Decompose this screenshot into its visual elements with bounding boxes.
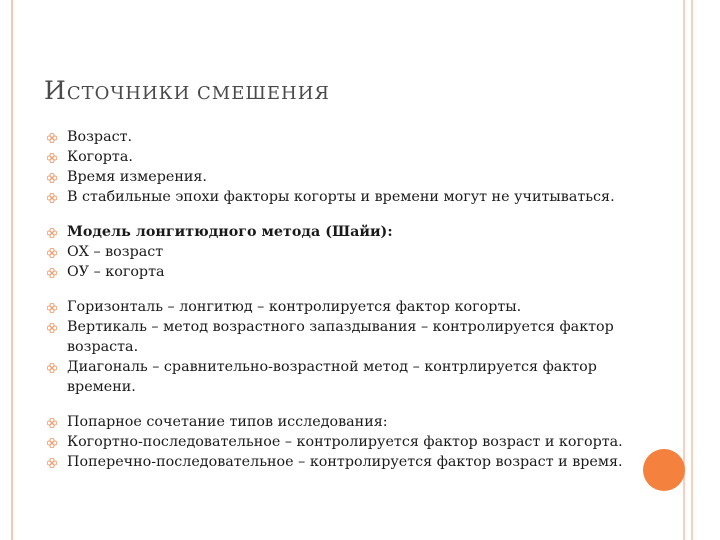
slide-content xyxy=(47,127,647,487)
right-decorative-panel xyxy=(683,0,720,540)
bullet-group-directions xyxy=(47,297,647,397)
bullet-group-sequential xyxy=(47,412,647,472)
list-item: Попарное сочетание типов исследования: xyxy=(47,412,647,432)
list-item: ОУ – когорта xyxy=(47,262,647,282)
slide-title xyxy=(44,76,644,110)
flower-bullet-icon xyxy=(47,268,57,278)
title-rest: СТОЧНИКИ СМЕШЕНИЯ xyxy=(66,83,330,104)
list-item: Возраст. xyxy=(47,127,647,147)
flower-bullet-icon xyxy=(47,153,57,163)
list-item: Вертикаль – метод возрастного запаздывания – контролируется фактор возраста. xyxy=(47,317,647,357)
list-item: В стабильные эпохи факторы когорты и времени могут не учитываться. xyxy=(47,187,647,207)
list-item: Горизонталь – лонгитюд – контролируется фактор когорты. xyxy=(47,297,647,317)
list-item: Время измерения. xyxy=(47,167,647,187)
list-item: ОХ – возраст xyxy=(47,242,647,262)
flower-bullet-icon xyxy=(47,173,57,183)
list-item: Когортно-последовательное – контролируется фактор возраст и когорта. xyxy=(47,432,647,452)
flower-bullet-icon xyxy=(47,133,57,143)
list-item: Поперечно-последовательное – контролируется фактор возраст и время. xyxy=(47,452,647,472)
bullet-group-factors xyxy=(47,127,647,207)
flower-bullet-icon xyxy=(47,323,57,333)
flower-bullet-icon xyxy=(47,363,57,373)
flower-bullet-icon xyxy=(47,193,57,203)
list-item: Модель лонгитюдного метода (Шайи): xyxy=(47,222,647,242)
list-item: Когорта. xyxy=(47,147,647,167)
flower-bullet-icon xyxy=(47,438,57,448)
flower-bullet-icon xyxy=(47,303,57,313)
flower-bullet-icon xyxy=(47,418,57,428)
title-initial: И xyxy=(44,76,67,105)
list-item: Диагональ – сравнительно-возрастной метод – контрлируется фактор времени. xyxy=(47,357,647,397)
flower-bullet-icon xyxy=(47,228,57,238)
bullet-group-schaie-model xyxy=(47,222,647,282)
left-decorative-rule xyxy=(11,0,13,540)
flower-bullet-icon xyxy=(47,248,57,258)
orange-circle-decoration xyxy=(643,449,685,491)
flower-bullet-icon xyxy=(47,458,57,468)
